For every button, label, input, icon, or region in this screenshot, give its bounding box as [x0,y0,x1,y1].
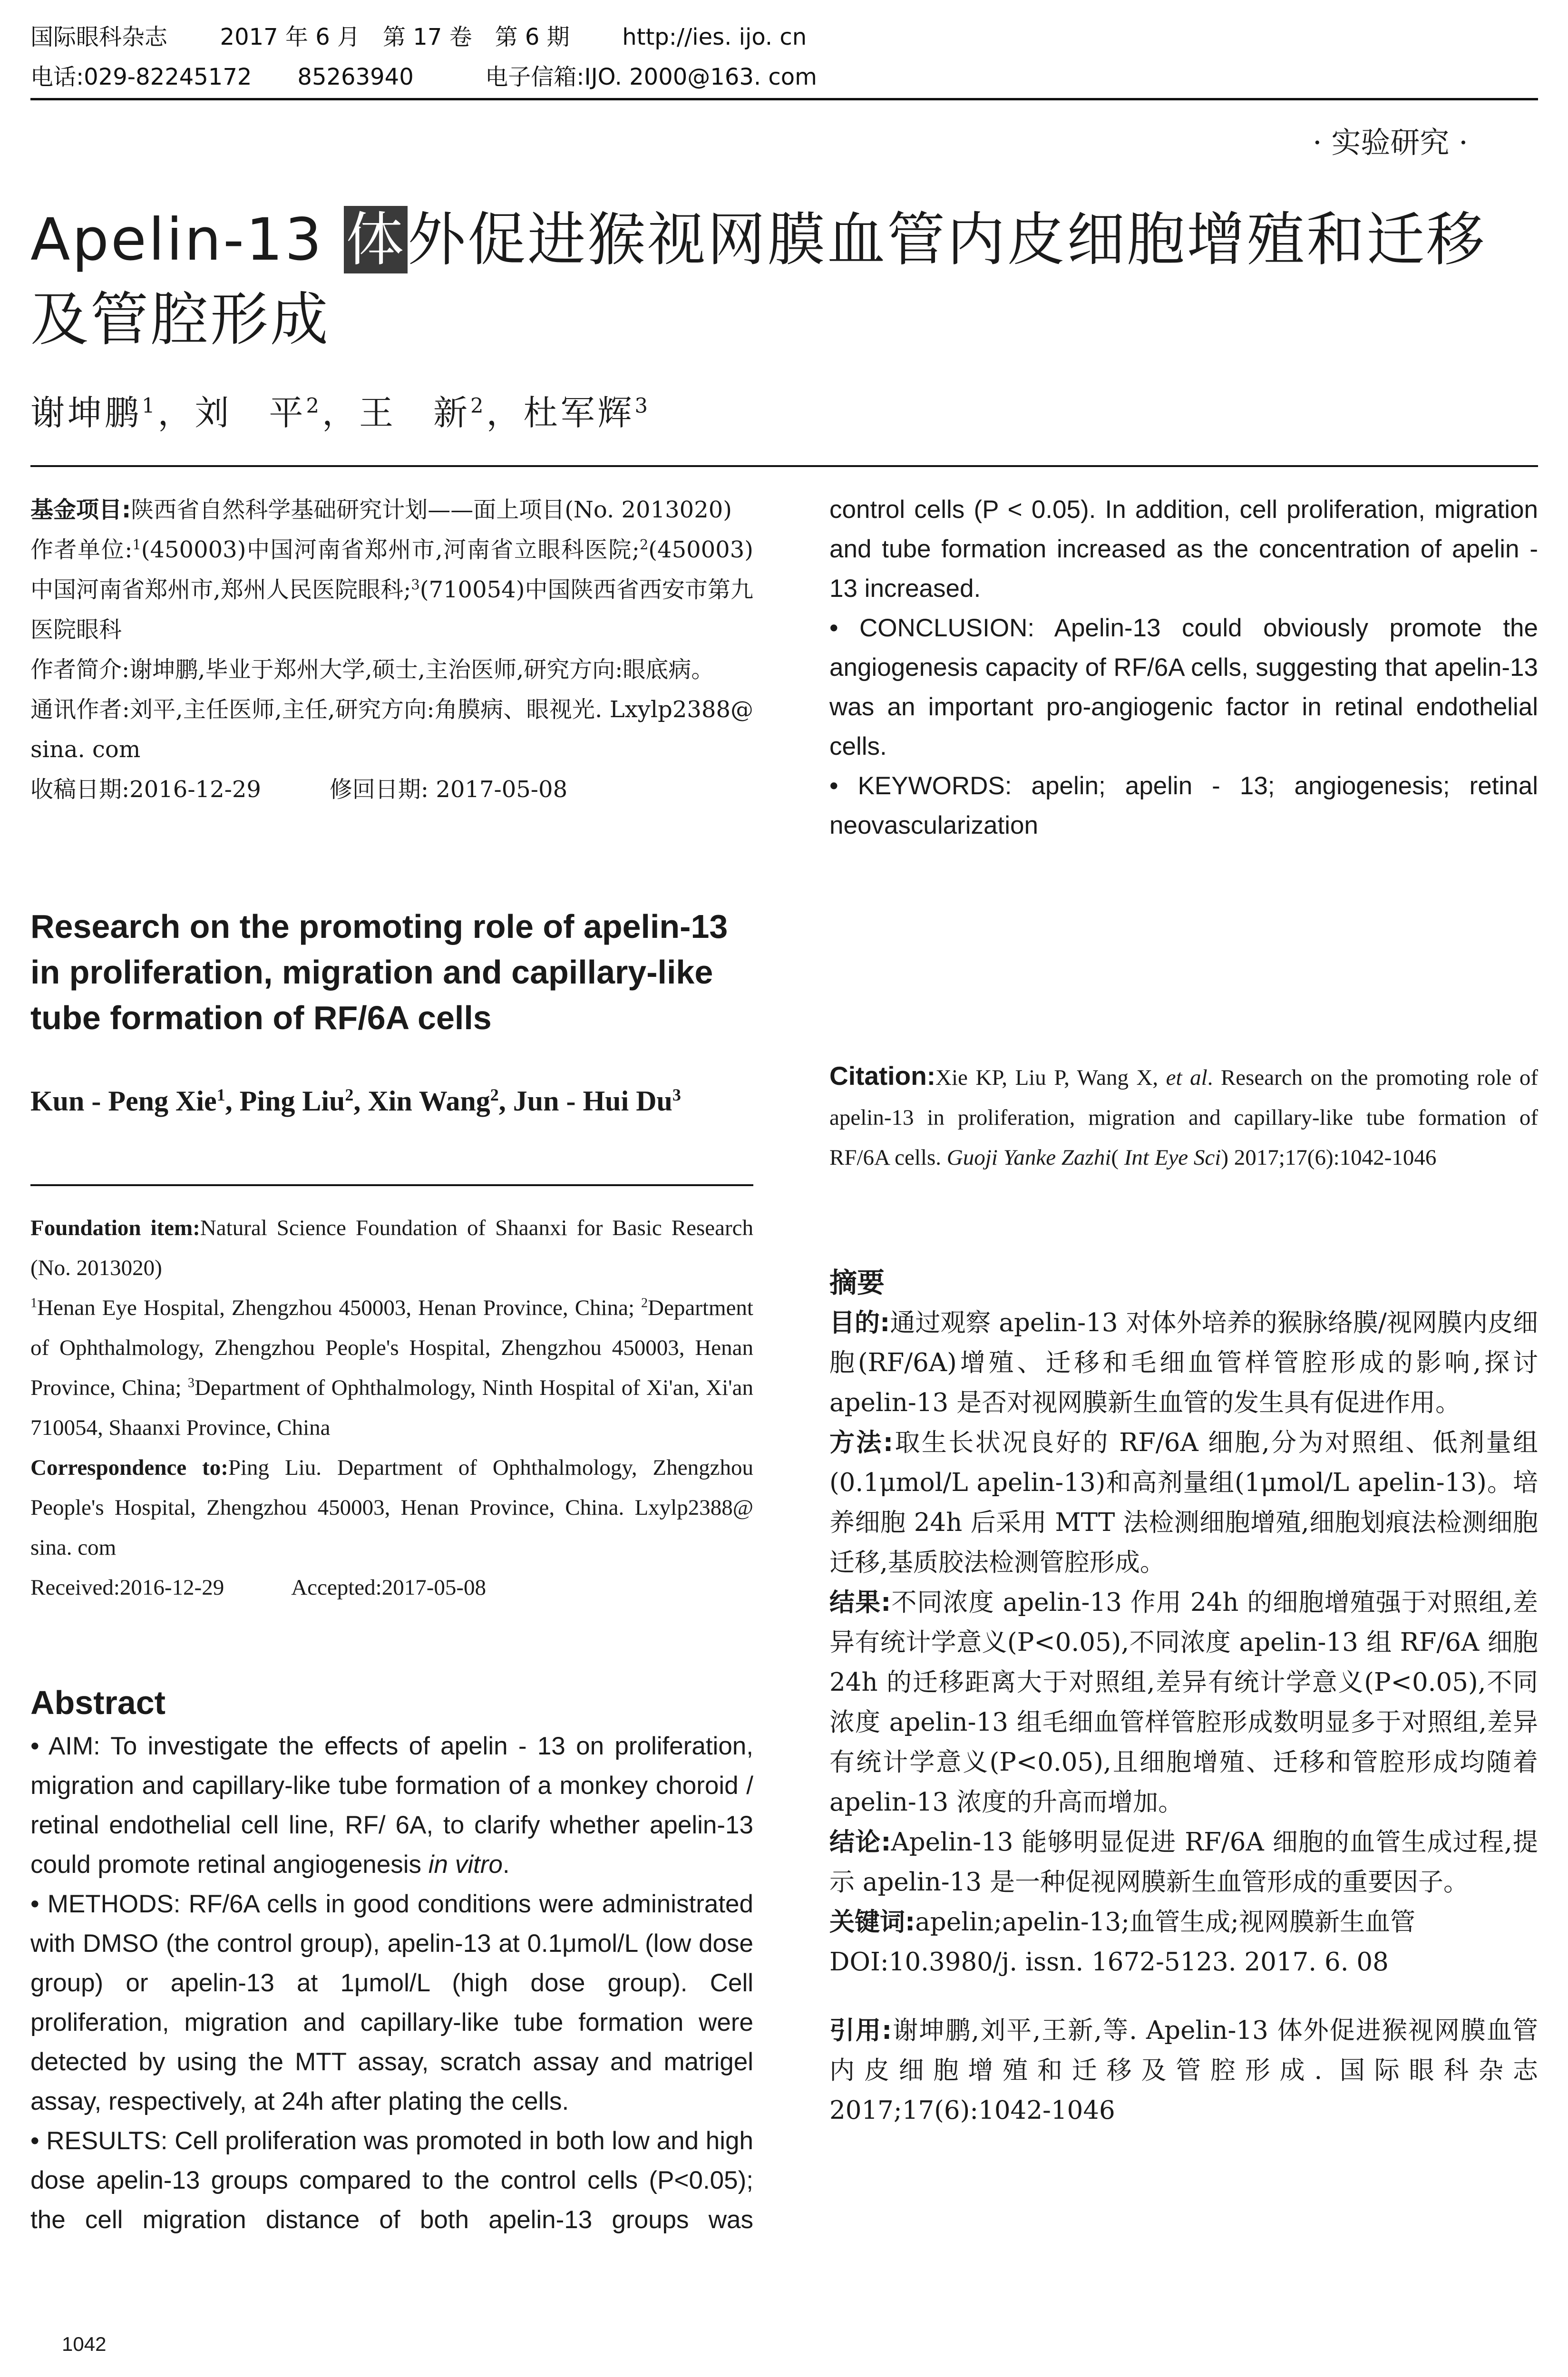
cn-aim: 通过观察 apelin-13 对体外培养的猴脉络膜/视网膜内皮细胞(RF/6A)增殖、迁移和毛细血管样管腔形成的影响,探讨 apelin-13 是否对视网膜新生血管的发生具有促进作用。 [829,1308,1538,1417]
citation-etal: et al [1166,1065,1208,1090]
foundation-text: 陕西省自然科学基础研究计划——面上项目(No. 2013020) [131,497,732,523]
abstract-aim [30,1726,753,1884]
author-4: ，杜军辉 [486,393,635,433]
bio-text: 谢坤鹏,毕业于郑州大学,硕士,主治医师,研究方向:眼底病。 [129,656,714,683]
chinese-abstract-heading: 摘要 [829,1266,885,1299]
received-dates: 收稿日期:2016-12-29 修回日期: 2017-05-08 [30,776,568,803]
english-authors [30,1080,753,1122]
citation-volume: ) 2017;17(6):1042-1046 [1221,1145,1437,1170]
title-rest: 外促进猴视网膜血管内皮细胞增殖和迁移 [408,206,1487,273]
english-info-block: Foundation item:Natural Science Foundation of Shaanxi for Basic Research (No. 2013020) $^1$Henan Eye Hospital, Zhengzhou 450003, Henan Province, China; $^2$Department of Ophthalmology, Zhengzhou People's Hospital, Zhengzhou 450003, Henan Province, China; $^3$Department of Ophthalmology, Ninth Hospital of Xi'an, Xi'an 710054, Shaanxi Province, China Correspondence to:Ping Liu. Department of Ophthalmology, Zhengzhou People's Hospital, Zhengzhou 450003, Henan Province, China. Lxylp2388@ sina. com Received:2016-12-29 Accepted:2017-05-08 [30,1208,753,1607]
aim-end: . [502,1851,510,1879]
author-3: ，王 新 [322,393,471,433]
unit-2: (450003)中国河南省郑州市,郑州人民医院眼科; [30,536,753,603]
cn-doi: DOI:10.3980/j. issn. 1672-5123. 2017. 6. 08 [829,1948,1389,1977]
citation-journal: Guoji Yanke Zazhi [946,1145,1111,1170]
abstract-heading: Abstract [30,1684,166,1721]
en-foundation-label: Foundation item: [30,1216,200,1240]
en-author-3-affil: 2 [490,1085,499,1104]
cn-aim-label: 目的: [829,1308,890,1337]
en-author-3: , Xin Wang [353,1085,490,1117]
en-received: Received:2016-12-29 Accepted:2017-05-08 [30,1575,487,1600]
chinese-title [30,200,1552,360]
author-2: ，刘 平 [157,393,306,433]
foundation-label: 基金项目: [30,497,131,523]
citation-title: . Research on the promoting role of apelin-13 in proliferation, migration and capillary-like tube formation of RF/6A cells. [829,1065,1539,1170]
abstract-results-cont: control cells (P < 0.05). In addition, cell proliferation, migration and tube formation increased as the concentration of apelin - 13 increased. [829,496,1538,603]
author-3-affil: 2 [470,394,487,418]
chinese-abstract [829,1303,1538,2131]
journal-url: http://ies. ijo. cn [622,24,807,50]
issue-info: 2017 年 6 月 第 17 卷 第 6 期 [220,24,570,50]
cn-methods-label: 方法: [829,1428,894,1457]
author-1-affil: 1 [142,394,158,418]
unit-1: (450003)中国河南省郑州市,河南省立眼科医院; [141,536,640,563]
cn-keywords: apelin;apelin-13;血管生成;视网膜新生血管 [915,1908,1415,1937]
cn-keywords-label: 关键词: [829,1908,915,1937]
bio-label: 作者简介: [30,656,130,683]
header-rule [30,98,1538,100]
cn-cite: 谢坤鹏,刘平,王新,等. Apelin-13 体外促进猴视网膜血管内皮细胞增殖和迁移及管腔形成. 国际眼科杂志 2017;17(6):1042-1046 [829,2016,1538,2125]
citation-authors: Xie KP, Liu P, Wang X, [935,1065,1166,1090]
abstract-conclusion: • CONCLUSION: Apelin-13 could obviously promote the angiogenesis capacity of RF/6A cells, suggesting that apelin-13 was an important pro-angiogenic factor in retinal endothelial cells. [829,614,1538,760]
en-author-2: , Ping Liu [225,1085,345,1117]
en-author-4-affil: 3 [672,1085,681,1104]
phone: 电话:029-82245172 85263940 [30,64,414,90]
page-number: 1042 [62,2333,107,2355]
corr-text: 刘平,主任医师,主任,研究方向:角膜病、眼视光. Lxylp2388@ sina. com [30,696,753,763]
en-aff-2: Department of Ophthalmology, Zhengzhou People's Hospital, Zhengzhou 450003, Henan Province, China; [30,1296,753,1400]
en-corr-label: Correspondence to: [30,1455,228,1480]
english-rule [30,1184,753,1186]
english-title: Research on the promoting role of apelin-13 in proliferation, migration and capillary-like tube formation of RF/6A cells [30,908,728,1036]
title-rule [30,465,1538,467]
en-aff-3: Department of Ophthalmology, Ninth Hospital of Xi'an, Xi'an 710054, Shaanxi Province, China [30,1375,753,1440]
author-2-affil: 2 [306,394,322,418]
running-header [30,23,1538,51]
abstract-results: • RESULTS: Cell proliferation was promoted in both low and high dose apelin-13 groups compared to the control cells (P<0.05); the cell migration distance of both apelin-13 groups was [30,2127,753,2234]
title-line2: 及管腔形成 [30,286,330,353]
abstract-left [30,1726,753,2239]
aim-italic: in vitro [428,1851,503,1879]
abstract-right [829,490,1538,1013]
title-highlight: 体 [344,206,408,273]
cn-results-label: 结果: [829,1588,891,1617]
citation-label: Citation: [829,1061,936,1091]
en-foundation: Natural Science Foundation of Shaanxi for Basic Research (No. 2013020) [30,1216,753,1280]
en-author-2-affil: 2 [345,1085,354,1104]
cn-conclusion-label: 结论: [829,1828,891,1857]
journal-name: 国际眼科杂志 [30,24,168,50]
cn-cite-label: 引用: [829,2016,892,2045]
contact-line [30,63,1538,91]
email: 电子信箱:IJO. 2000@163. com [485,64,817,90]
cn-results: 不同浓度 apelin-13 作用 24h 的细胞增殖强于对照组,差异有统计学意义(P<0.05),不同浓度 apelin-13 组 RF/6A 细胞 24h 的迁移距离大于对照组,差异有统计学意义(P<0.05),不同浓度 apelin-13 组毛细血管样管腔形成数明显多于对照组,差异有统计学意义(P<0.05),且细胞增殖、迁移和管腔形成均随着 apelin-13 浓度的升高而增加。 [829,1588,1538,1817]
chinese-info-block: 基金项目:陕西省自然科学基础研究计划——面上项目(No. 2013020) 作者单位:$^1$(450003)中国河南省郑州市,河南省立眼科医院;$^2$(450003)中国河南省郑州市,郑州人民医院眼科;$^3$(710054)中国陕西省西安市第九医院眼科 作者简介:谢坤鹏,毕业于郑州大学,硕士,主治医师,研究方向:眼底病。 通讯作者:刘平,主任医师,主任,研究方向:角膜病、眼视光. Lxylp2388@ sina. com 收稿日期:2016-12-29 修回日期: 2017-05-08 [30,490,753,809]
citation-en [829,1056,1538,1178]
citation-paren: ( [1111,1145,1124,1170]
units-label: 作者单位: [30,536,133,563]
abstract-keywords: • KEYWORDS: apelin; apelin - 13; angiogenesis; retinal neovascularization [829,772,1538,839]
en-corr: Ping Liu. Department of Ophthalmology, Zhengzhou People's Hospital, Zhengzhou 450003, Henan Province, China. Lxylp2388@ sina. com [30,1455,753,1560]
corr-label: 通讯作者: [30,696,130,723]
chinese-authors [30,385,651,435]
cn-conclusion: Apelin-13 能够明显促进 RF/6A 细胞的血管生成过程,提示 apelin-13 是一种促视网膜新生血管形成的重要因子。 [829,1828,1538,1897]
abstract-methods: • METHODS: RF/6A cells in good conditions were administrated with DMSO (the control group), apelin-13 at 0.1μmol/L (low dose group) or apelin-13 at 1μmol/L (high dose group). Cell proliferation, migration and capillary-like tube formation were detected by using the MTT assay, scratch assay and matrigel assay, respectively, at 24h after plating the cells. [30,1890,753,2115]
en-aff-1: Henan Eye Hospital, Zhengzhou 450003, Henan Province, China; [37,1296,642,1320]
aim-text: • AIM: To investigate the effects of apelin - 13 on proliferation, migration and capillary-like tube formation of a monkey choroid / retinal endothelial cell line, RF/ 6A, to clarify whether apelin-13 could promote retinal angiogenesis [30,1732,753,1879]
unit-3: (710054)中国陕西省西安市第九医院眼科 [30,576,753,643]
section-tag: · 实验研究 · [1313,125,1468,160]
title-prefix: Apelin-13 [30,206,344,273]
author-4-affil: 3 [634,394,651,418]
en-author-1-affil: 1 [216,1085,225,1104]
citation-journal-en: Int Eye Sci [1124,1145,1221,1170]
cn-methods: 取生长状况良好的 RF/6A 细胞,分为对照组、低剂量组(0.1μmol/L apelin-13)和高剂量组(1μmol/L apelin-13)。培养细胞 24h 后采用 MTT 法检测细胞增殖,细胞划痕法检测细胞迁移,基质胶法检测管腔形成。 [829,1428,1538,1577]
en-author-4: , Jun - Hui Du [498,1085,672,1117]
en-author-1: Kun - Peng Xie [30,1085,217,1117]
author-1: 谢坤鹏 [30,393,142,433]
